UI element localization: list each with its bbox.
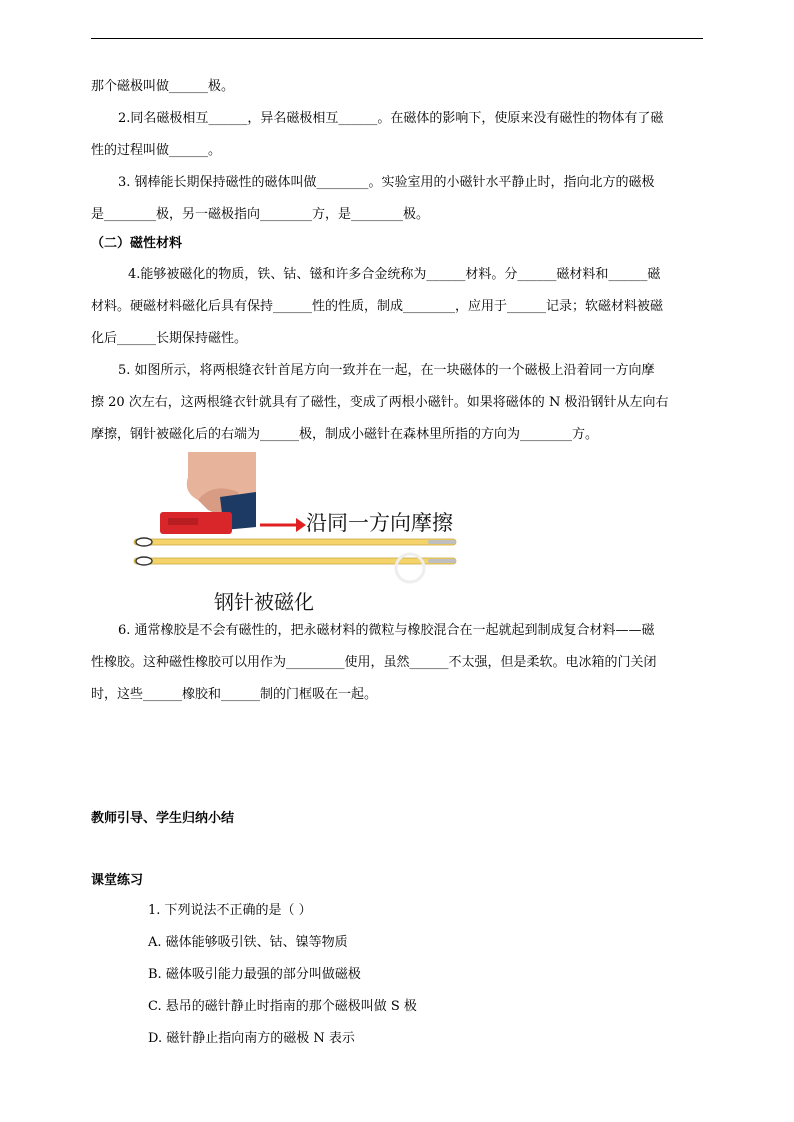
magnetization-figure [128, 452, 468, 617]
text-line: 那个磁极叫做______极。 [91, 79, 235, 94]
text-line: 4.能够被磁化的物质，铁、钴、镃和许多合金统称为______材料。分______磁材料和______磁 [128, 267, 661, 282]
text-line: A. 磁体能够吸引铁、钴、镍等物质 [148, 935, 348, 950]
text-line: 5. 如图所示，将两根缝衣针首尾方向一致并在一起，在一块磁体的一个磁极上沿着同一方向摩 [118, 363, 655, 378]
text-line: B. 磁体吸引能力最强的部分叫做磁极 [148, 967, 361, 982]
text-line: 2.同名磁极相互______，异名磁极相互______。在磁体的影响下，使原来没有磁性的物体有了磁 [118, 111, 664, 126]
text-line: 材料。硬磁材料磁化后具有保持______性的性质，制成________，应用于______记录；软磁材料被磁 [91, 299, 664, 314]
text-line: 性的过程叫做______。 [91, 143, 222, 158]
section-heading: 课堂练习 [91, 873, 144, 888]
text-line: 化后______长期保持磁性。 [91, 331, 248, 346]
needle-1-tip [428, 540, 456, 544]
needle-1 [134, 539, 456, 545]
text-line: 性橡胶。这种磁性橡胶可以用作为_________使用，虽然______不太强，但是柔软。电冰箱的门关闭 [91, 655, 657, 670]
arrow-right-icon [296, 518, 306, 532]
text-line: C. 悬吊的磁针静止时指南的那个磁极叫做 S 极 [148, 999, 417, 1014]
figure-caption: 钢针被磁化 [214, 590, 314, 614]
header-rule [91, 38, 703, 39]
text-line: 时，这些______橡胶和______制的门框吸在一起。 [91, 687, 378, 702]
section-heading: 教师引导、学生归纳小结 [91, 811, 235, 826]
section-heading: （二）磁性材料 [91, 236, 183, 251]
text-line: 3. 钢棒能长期保持磁性的磁体叫做________。实验室用的小磁针水平静止时，指向北方的磁极 [118, 175, 655, 190]
needle-2-eye [136, 557, 152, 565]
needle-1-eye [136, 538, 152, 546]
needle-2 [134, 558, 456, 564]
text-line: 6. 通常橡胶是不会有磁性的，把永磁材料的微粒与橡胶混合在一起就起到制成复合材料——磁 [118, 623, 655, 638]
magnet-slot [168, 518, 198, 525]
needle-2-tip [428, 559, 456, 563]
figure-arrow-label: 沿同一方向摩擦 [306, 511, 453, 535]
text-line: 1. 下列说法不正确的是（ ） [148, 903, 312, 918]
text-line: 是________极，另一磁极指向________方，是________极。 [91, 207, 430, 222]
text-line: 擦 20 次左右，这两根缝衣针就具有了磁性，变成了两根小磁针。如果将磁体的 N 极沿钢针从左向右 [91, 395, 669, 410]
text-line: D. 磁针静止指向南方的磁极 N 表示 [148, 1031, 355, 1046]
text-line: 摩擦，钢针被磁化后的右端为______极，制成小磁针在森林里所指的方向为________方。 [91, 427, 599, 442]
